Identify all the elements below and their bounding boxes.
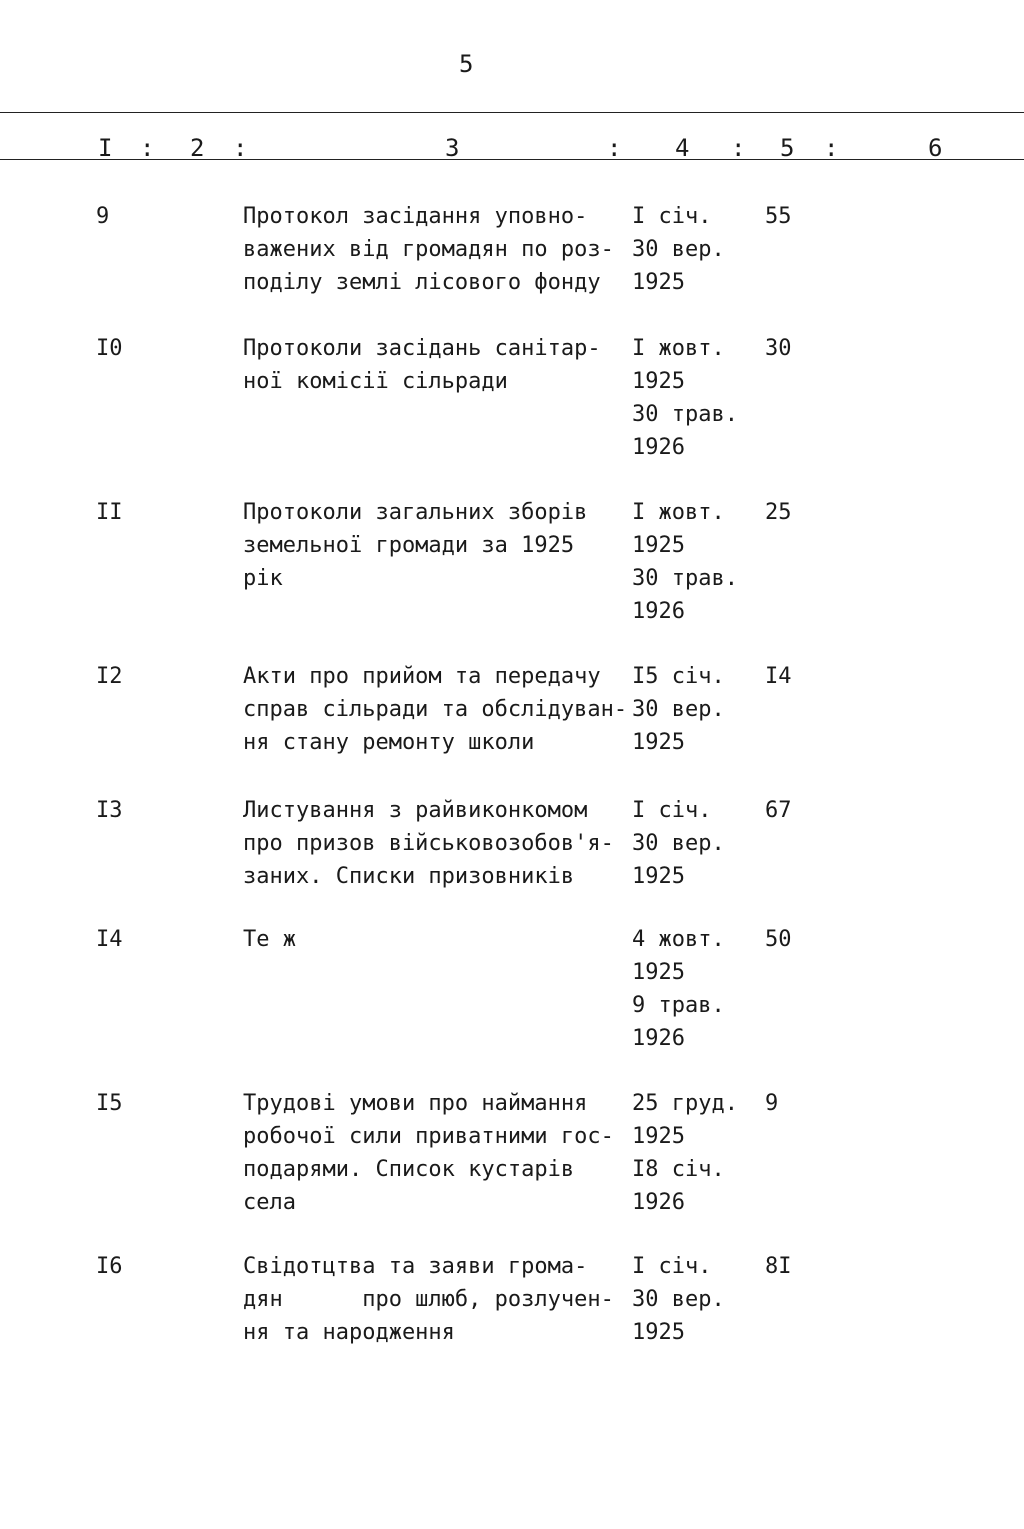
row-date-line: 1925 [632, 270, 685, 295]
row-date-line: 1926 [632, 435, 685, 460]
row-title-line: Акти про прийом та передачу [243, 664, 601, 689]
row-number: II [96, 500, 123, 525]
row-title-line: подарями. Список кустарів [243, 1157, 575, 1182]
row-date-line: 1925 [632, 533, 685, 558]
row-date-line: 1925 [632, 1124, 685, 1149]
row-date-line: 1926 [632, 599, 685, 624]
column-separator: : [140, 134, 155, 162]
row-title-line: Протокол засідання уповно- [243, 204, 588, 229]
row-number: I5 [96, 1091, 123, 1116]
row-date-line: 1925 [632, 369, 685, 394]
row-date-line: 30 вер. [632, 237, 725, 262]
row-title-line: дян про шлюб, розлучен- [243, 1287, 614, 1312]
row-title-line: Те ж [243, 927, 296, 952]
row-title-line: рік [243, 566, 283, 591]
row-title-line: ня та народження [243, 1320, 455, 1345]
row-title-line: справ сільради та обслідуван- [243, 697, 628, 722]
row-title [243, 794, 614, 893]
row-sheet-count: 50 [765, 927, 792, 952]
column-separator: : [233, 134, 248, 162]
column-separator: : [731, 134, 746, 162]
row-title [243, 496, 587, 595]
row-date-line: I жовт. [632, 336, 725, 361]
row-dates [632, 1087, 738, 1219]
column-header-3: 3 [445, 134, 460, 162]
row-title-line: заних. Списки призовників [243, 864, 575, 889]
column-header-4: 4 [675, 134, 690, 162]
row-title [243, 200, 614, 299]
page-number: 5 [459, 50, 474, 78]
row-date-line: 4 жовт. [632, 927, 725, 952]
row-date-line: 30 трав. [632, 566, 738, 591]
row-title [243, 923, 296, 956]
row-dates [632, 794, 725, 893]
row-number: I0 [96, 336, 123, 361]
column-header-6: 6 [928, 134, 943, 162]
row-title [243, 1087, 614, 1219]
row-title-line: важених від громадян по роз- [243, 237, 614, 262]
column-header-2: 2 [190, 134, 205, 162]
row-title-line: Протоколи загальних зборів [243, 500, 588, 525]
row-date-line: 1925 [632, 960, 685, 985]
row-date-line: 1925 [632, 864, 685, 889]
row-dates [632, 332, 738, 464]
row-title-line: села [243, 1190, 296, 1215]
row-date-line: 1926 [632, 1190, 685, 1215]
row-date-line: 30 вер. [632, 1287, 725, 1312]
row-title-line: про призов військовозобов'я- [243, 831, 614, 856]
column-separator: : [824, 134, 839, 162]
row-date-line: I8 січ. [632, 1157, 725, 1182]
row-title-line: земельної громади за 1925 [243, 533, 575, 558]
row-number: I4 [96, 927, 123, 952]
row-sheet-count: 8I [765, 1254, 792, 1279]
row-title [243, 660, 627, 759]
row-date-line: 25 груд. [632, 1091, 738, 1116]
row-number: I6 [96, 1254, 123, 1279]
row-number: I3 [96, 798, 123, 823]
row-date-line: I5 січ. [632, 664, 725, 689]
row-title-line: Трудові умови про наймання [243, 1091, 588, 1116]
row-title [243, 1250, 614, 1349]
row-date-line: 30 вер. [632, 831, 725, 856]
row-dates [632, 923, 725, 1055]
row-date-line: 1925 [632, 730, 685, 755]
row-dates [632, 660, 725, 759]
row-sheet-count: 67 [765, 798, 792, 823]
row-sheet-count: I4 [765, 664, 792, 689]
row-date-line: 1926 [632, 1026, 685, 1051]
row-title-line: ня стану ремонту школи [243, 730, 535, 755]
row-title-line: Протоколи засідань санітар- [243, 336, 601, 361]
row-date-line: 30 трав. [632, 402, 738, 427]
row-title [243, 332, 601, 398]
row-sheet-count: 25 [765, 500, 792, 525]
header-top-rule [0, 112, 1024, 113]
column-header-5: 5 [780, 134, 795, 162]
row-dates [632, 1250, 725, 1349]
row-date-line: I січ. [632, 798, 712, 823]
row-title-line: поділу землі лісового фонду [243, 270, 601, 295]
row-title-line: ної комісії сільради [243, 369, 508, 394]
row-title-line: робочої сили приватними гос- [243, 1124, 614, 1149]
row-number: 9 [96, 204, 110, 229]
row-date-line: 1925 [632, 1320, 685, 1345]
header-bottom-rule [0, 159, 1024, 160]
row-dates [632, 496, 738, 628]
row-date-line: I жовт. [632, 500, 725, 525]
row-dates [632, 200, 725, 299]
column-separator: : [607, 134, 622, 162]
row-sheet-count: 9 [765, 1091, 779, 1116]
row-number: I2 [96, 664, 123, 689]
row-date-line: 9 трав. [632, 993, 725, 1018]
row-title-line: Свідотцтва та заяви грома- [243, 1254, 588, 1279]
row-date-line: I січ. [632, 204, 712, 229]
row-date-line: I січ. [632, 1254, 712, 1279]
row-date-line: 30 вер. [632, 697, 725, 722]
row-sheet-count: 55 [765, 204, 792, 229]
row-sheet-count: 30 [765, 336, 792, 361]
row-title-line: Листування з райвиконкомом [243, 798, 588, 823]
column-header-1: I [98, 134, 113, 162]
